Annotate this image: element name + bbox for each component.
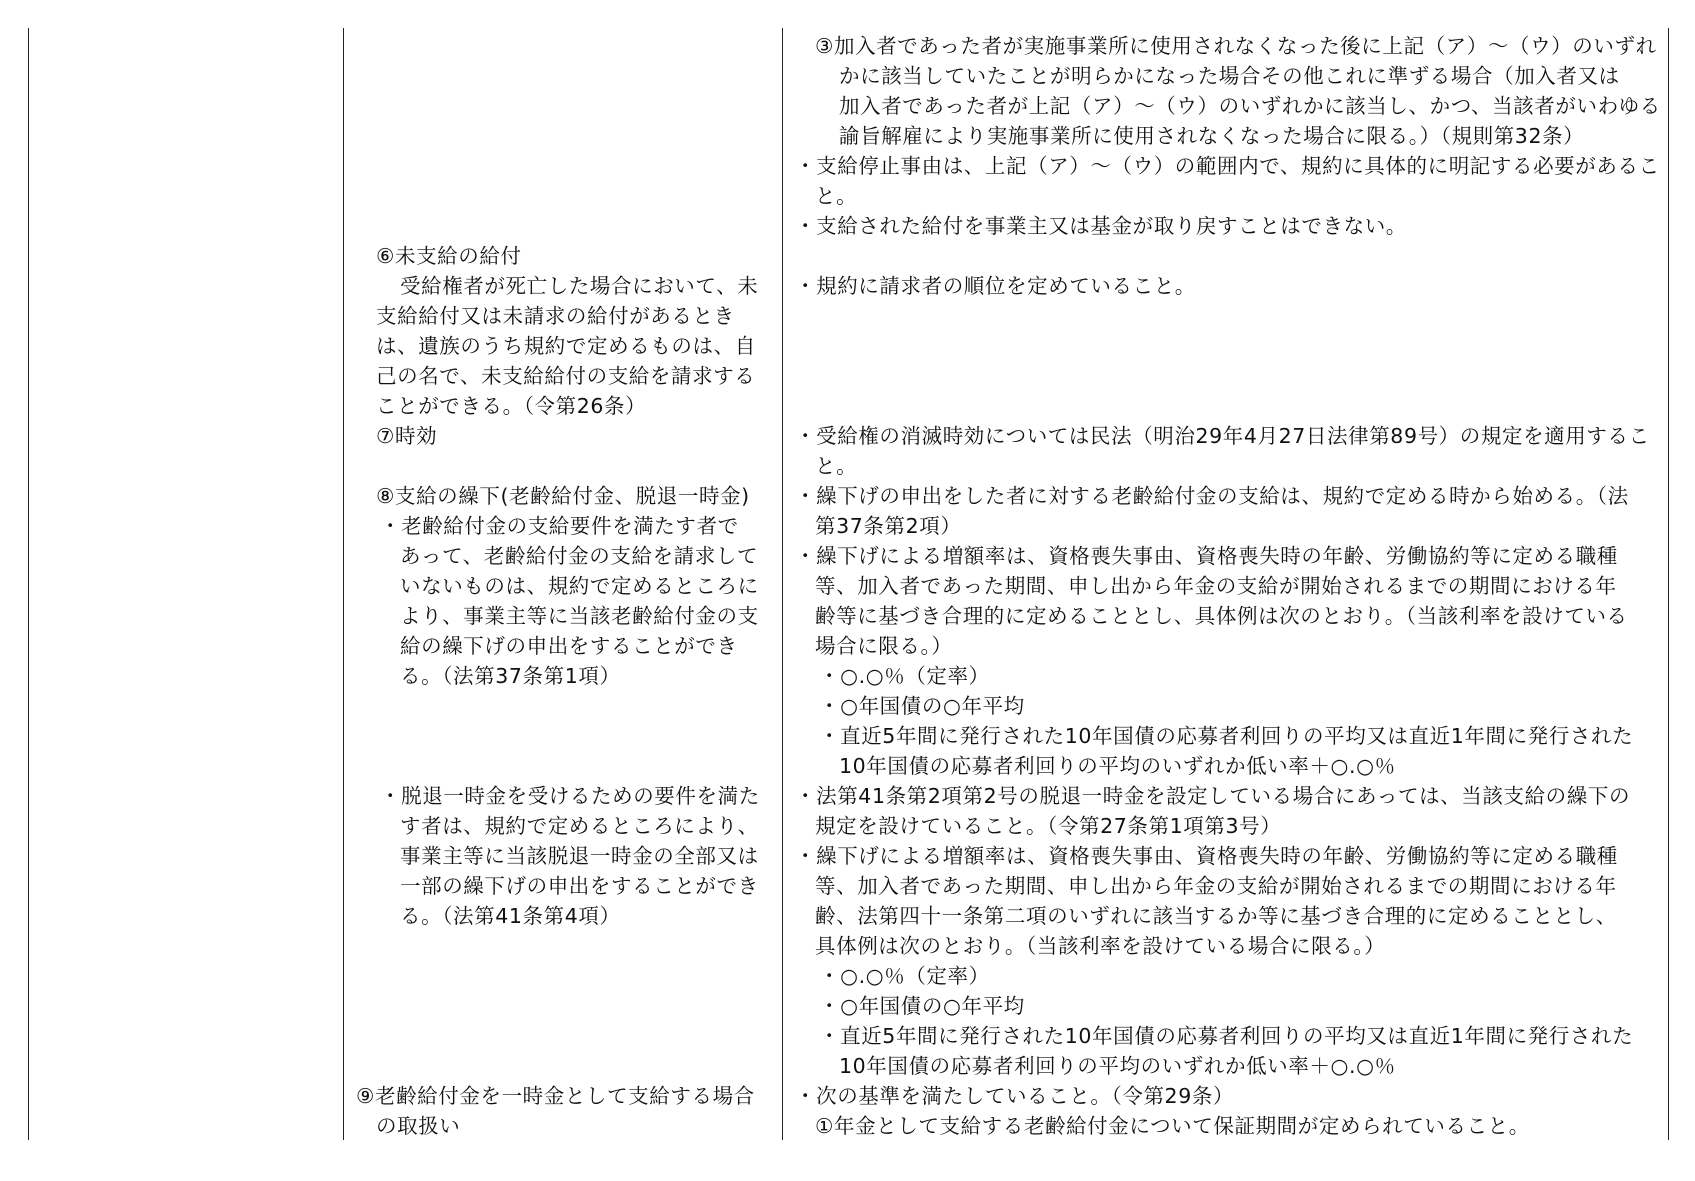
item7-heading: ⑦時効 bbox=[376, 424, 438, 448]
cond3-line: かに該当していたことが明らかになった場合その他これに準ずる場合（加入者又は bbox=[839, 64, 1620, 88]
deferral-start-line: ・繰下げの申出をした者に対する老齢給付金の支給は、規約で定める時から始める。（法 bbox=[795, 484, 1629, 508]
increase-rate1-line: ・繰下げによる増額率は、資格喪失事由、資格喪失時の年齢、労働協約等に定める職種 bbox=[795, 544, 1618, 568]
criteria-line: ①年金として支給する老齢給付金について保証期間が定められていること。 bbox=[815, 1114, 1530, 1138]
cond3-line: 諭旨解雇により実施事業所に使用されなくなった場合に限る。）（規則第32条） bbox=[839, 124, 1585, 148]
stop-reason-line: ・支給停止事由は、上記（ア）～（ウ）の範囲内で、規約に具体的に明記する必要があるこ bbox=[795, 154, 1660, 178]
increase-rate2-line: 具体例は次のとおり。（当該利率を設けている場合に限る。） bbox=[815, 934, 1386, 958]
item8-bullet2-line: る。（法第41条第4項） bbox=[400, 904, 621, 928]
item6-body-line: は、遺族のうち規約で定めるものは、自 bbox=[376, 334, 756, 358]
lump-sum-rule-line: ・法第41条第2項第2号の脱退一時金を設定している場合にあっては、当該支給の繰下の bbox=[795, 784, 1631, 808]
example2-item: 10年国債の応募者利回りの平均のいずれか低い率＋○.○％ bbox=[839, 1054, 1396, 1078]
cond3-line: ③加入者であった者が実施事業所に使用されなくなった後に上記（ア）～（ウ）のいずれ bbox=[815, 34, 1657, 58]
item8-bullet1-line: あって、老齢給付金の支給を請求して bbox=[400, 544, 759, 568]
example1-item: ・直近5年間に発行された10年国債の応募者利回りの平均又は直近1年間に発行された bbox=[819, 724, 1634, 748]
increase-rate1-line: 場合に限る。） bbox=[815, 634, 953, 658]
example1-item: ・○.○％（定率） bbox=[819, 664, 990, 688]
item9-heading-line: の取扱い bbox=[376, 1114, 461, 1138]
no-refund-text: ・支給された給付を事業主又は基金が取り戻すことはできない。 bbox=[795, 214, 1407, 238]
item8-bullet1-line: ・老齢給付金の支給要件を満たす者で bbox=[380, 514, 739, 538]
item8-bullet2-line: 一部の繰下げの申出をすることができ bbox=[400, 874, 759, 898]
prescription-line: と。 bbox=[815, 454, 858, 478]
example2-item: ・直近5年間に発行された10年国債の応募者利回りの平均又は直近1年間に発行された bbox=[819, 1024, 1634, 1048]
increase-rate2-line: 等、加入者であった期間、申し出から年金の支給が開始されるまでの期間における年 bbox=[815, 874, 1617, 898]
item8-bullet2-line: す者は、規約で定めるところにより、 bbox=[400, 814, 759, 838]
table-border-right bbox=[1668, 28, 1669, 1140]
lump-sum-rule-line: 規定を設けていること。（令第27条第1項第3号） bbox=[815, 814, 1282, 838]
example2-item: ・○年国債の○年平均 bbox=[819, 994, 1025, 1018]
example1-item: 10年国債の応募者利回りの平均のいずれか低い率＋○.○％ bbox=[839, 754, 1396, 778]
criteria-line: ・次の基準を満たしていること。（令第29条） bbox=[795, 1084, 1235, 1108]
item8-bullet1-line: る。（法第37条第1項） bbox=[400, 664, 621, 688]
item8-bullet1-line: より、事業主等に当該老齢給付金の支 bbox=[400, 604, 759, 628]
prescription-line: ・受給権の消滅時効については民法（明治29年4月27日法律第89号）の規定を適用するこ bbox=[795, 424, 1650, 448]
item6-body-line: 支給給付又は未請求の給付があるとき bbox=[376, 304, 735, 328]
item8-bullet2-line: 事業主等に当該脱退一時金の全部又は bbox=[400, 844, 759, 868]
item6-body-line: 己の名で、未支給給付の支給を請求する bbox=[376, 364, 756, 388]
increase-rate1-line: 等、加入者であった期間、申し出から年金の支給が開始されるまでの期間における年 bbox=[815, 574, 1617, 598]
table-column-divider-1 bbox=[343, 28, 344, 1140]
increase-rate2-line: 齢、法第四十一条第二項のいずれに該当するか等に基づき合理的に定めることとし、 bbox=[815, 904, 1617, 928]
claimant-order-text: ・規約に請求者の順位を定めていること。 bbox=[795, 274, 1196, 298]
example1-item: ・○年国債の○年平均 bbox=[819, 694, 1025, 718]
stop-reason-line: と。 bbox=[815, 184, 858, 208]
table-column-divider-2 bbox=[782, 28, 783, 1140]
cond3-line: 加入者であった者が上記（ア）～（ウ）のいずれかに該当し、かつ、当該者がいわゆる bbox=[839, 94, 1661, 118]
item8-bullet1-line: 給の繰下げの申出をすることができ bbox=[400, 634, 738, 658]
example2-item: ・○.○％（定率） bbox=[819, 964, 990, 988]
increase-rate1-line: 齢等に基づき合理的に定めることとし、具体例は次のとおり。（当該利率を設けている bbox=[815, 604, 1628, 628]
item8-heading: ⑧支給の繰下(老齢給付金、脱退一時金) bbox=[376, 484, 750, 508]
item6-heading: ⑥未支給の給付 bbox=[376, 244, 522, 268]
increase-rate2-line: ・繰下げによる増額率は、資格喪失事由、資格喪失時の年齢、労働協約等に定める職種 bbox=[795, 844, 1618, 868]
table-border-left bbox=[28, 28, 29, 1140]
deferral-start-line: 第37条第2項） bbox=[815, 514, 962, 538]
item8-bullet1-line: いないものは、規約で定めるところに bbox=[400, 574, 759, 598]
item6-body-line: ことができる。（令第26条） bbox=[376, 394, 647, 418]
item8-bullet2-line: ・脱退一時金を受けるための要件を満た bbox=[380, 784, 760, 808]
item9-heading-line: ⑨老齢給付金を一時金として支給する場合 bbox=[356, 1084, 755, 1108]
item6-body-line: 受給権者が死亡した場合において、未 bbox=[400, 274, 759, 298]
